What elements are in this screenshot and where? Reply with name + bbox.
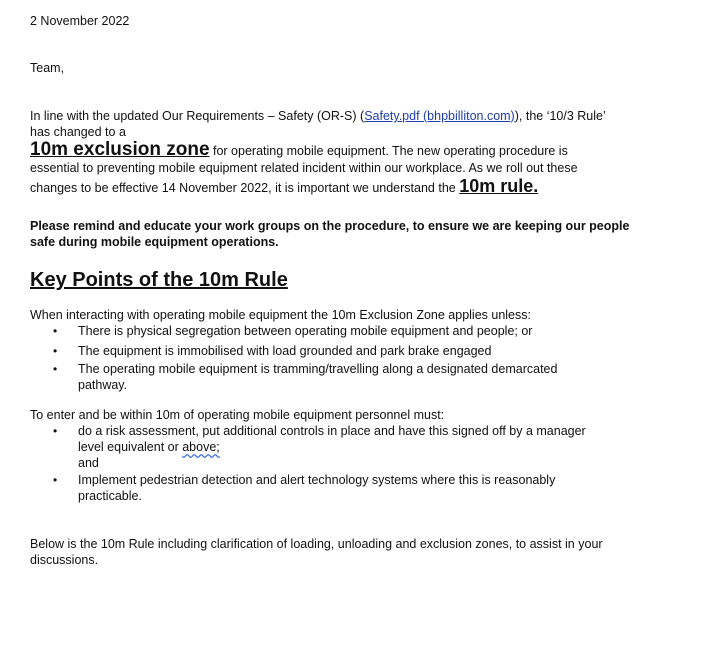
greeting: Team, — [30, 61, 65, 75]
list-item — [30, 423, 590, 455]
ten-m-rule-emphasis: 10m rule. — [459, 176, 539, 196]
date-line: 2 November 2022 — [30, 14, 130, 28]
list-item — [30, 361, 590, 393]
list-item-text: Implement pedestrian detection and alert technology systems where this is reasonably practicable. — [78, 473, 556, 503]
intro-paragraph — [30, 108, 615, 196]
bullet-icon: • — [53, 424, 58, 438]
intro-text-2: ), the ‘10/3 Rule’ has changed to a — [30, 109, 606, 139]
bullet-icon: • — [53, 324, 58, 338]
bullet-icon: • — [53, 473, 58, 487]
intro-text-3: for operating mobile equipment. The new operating procedure is essential to preventing mobile equipment related incident within our workplace. As we roll out these changes to be effective 14 November 2022, it is important we understand the — [30, 144, 578, 195]
intro-text-1: In line with the updated Our Requirements – Safety (OR-S) ( — [30, 109, 365, 123]
list-item-text: The operating mobile equipment is tramming/travelling along a designated demarcated pathway. — [78, 362, 558, 392]
safety-pdf-link[interactable]: Safety.pdf (bhpbilliton.com) — [364, 109, 515, 123]
list-item — [30, 472, 590, 504]
exclusion-exceptions-list — [30, 323, 590, 393]
list-item-text: There is physical segregation between operating mobile equipment and people; or — [78, 324, 533, 338]
reminder-paragraph: Please remind and educate your work groups on the procedure, to ensure we are keeping our people safe during mobile equipment operations. — [30, 219, 630, 249]
list-item-text: do a risk assessment, put additional controls in place and have this signed off by a manager level equivalent or — [78, 424, 586, 454]
list-item — [30, 343, 590, 359]
list-item-text: The equipment is immobilised with load grounded and park brake engaged — [78, 344, 492, 358]
spellcheck-flagged-word[interactable]: above; — [182, 440, 220, 454]
entry-requirements-list — [30, 423, 590, 504]
key-points-heading: Key Points of the 10m Rule — [30, 269, 288, 291]
bullet-icon: • — [53, 344, 58, 358]
and-connector: and — [78, 456, 99, 470]
closing-paragraph: Below is the 10m Rule including clarification of loading, unloading and exclusion zones, to assist in your discussions. — [30, 537, 603, 567]
exclusion-zone-emphasis: 10m exclusion zone — [30, 139, 210, 160]
entry-requirements-lead: To enter and be within 10m of operating mobile equipment personnel must: — [30, 408, 445, 422]
bullet-icon: • — [53, 362, 58, 376]
list-item — [30, 323, 590, 339]
exclusion-zone-lead: When interacting with operating mobile equipment the 10m Exclusion Zone applies unless: — [30, 308, 531, 322]
